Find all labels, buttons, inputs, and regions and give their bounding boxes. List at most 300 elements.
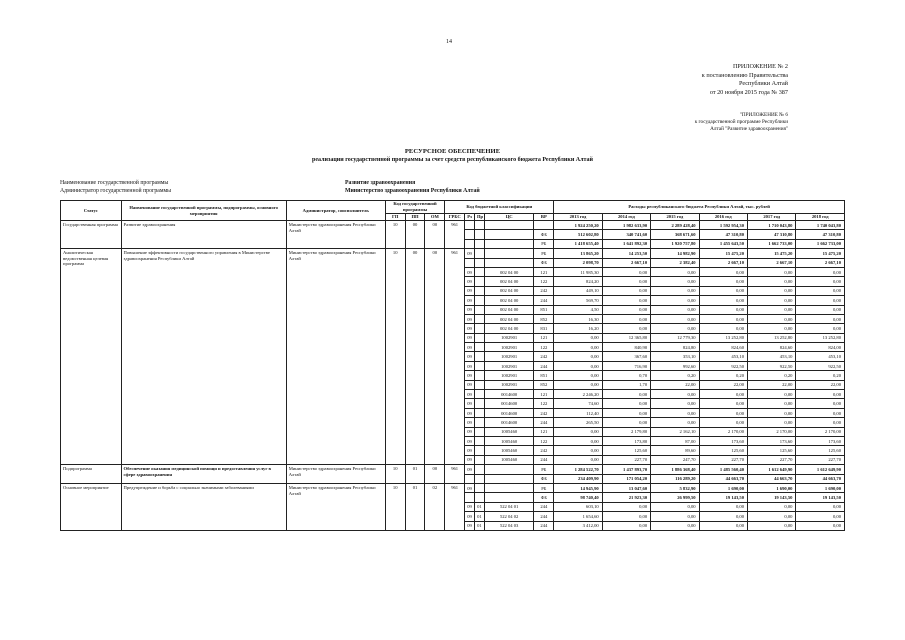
cell-cs [484,239,534,248]
col-expenses: Расходы республиканского бюджета Республики Алтай, тыс. рублей [554,201,845,214]
cell-pr [474,267,484,276]
cell-year-value: 824,20 [554,277,602,286]
cell-rz: 09 [465,249,475,258]
col-gp: ГП [385,214,405,221]
cell-year-value: 2 667,10 [796,258,845,267]
cell-year-value: 13 047,60 [602,483,650,492]
cell-pr [474,324,484,333]
cell-pr [474,221,484,230]
cell-year-value: 0,20 [699,371,747,380]
cell-rz [465,230,475,239]
cell-year-value: 1 612 649,90 [796,465,845,474]
cell-name: Предупреждение и борьба с социально значимыми заболеваниями [121,483,286,530]
cell-year-value: 0,00 [602,305,650,314]
cell-year-value: 125,60 [699,446,747,455]
cell-year-value: 1 710 043,80 [748,221,796,230]
cell-rz: 09 [465,521,475,530]
cell-year-value: 0,00 [796,512,845,521]
cell-status: Основное мероприятие [61,483,122,530]
cell-year-value: 0,00 [554,380,602,389]
cell-year-value: 0,00 [554,455,602,464]
cell-grbs: 961 [445,221,465,249]
cell-gp: 10 [385,483,405,530]
col-vr: ВР [534,214,554,221]
table-row [61,465,845,474]
cell-year-value: 2 179,80 [602,427,650,436]
table-row [61,249,845,258]
cell-year-value: 1 641 892,30 [602,239,650,248]
cell-om: 00 [425,221,445,249]
cell-cs: 522 04 03 [484,521,534,530]
cell-year-value: 512 602,80 [554,230,602,239]
cell-year-value: 603,10 [554,502,602,511]
cell-year-value: 125,60 [748,446,796,455]
cell-rz: 09 [465,427,475,436]
cell-year-value: 5 832,90 [651,483,699,492]
cell-administrator: Министерство здравоохранения Республики Алтай [286,465,385,484]
cell-cs [484,230,534,239]
cell-year-value: 0,00 [554,446,602,455]
cell-vr: 244 [534,296,554,305]
cell-year-value: 173,60 [796,436,845,445]
cell-year-value: 353,10 [651,352,699,361]
cell-vr: 242 [534,352,554,361]
cell-year-value: 227,70 [796,455,845,464]
cell-year-value: 0,00 [699,408,747,417]
cell-year-value: 1 485 560,40 [699,465,747,474]
cell-year-value: 44 663,70 [699,474,747,483]
cell-year-value: 0,00 [748,390,796,399]
cell-year-value: 125,60 [602,446,650,455]
cell-year-value: 0,00 [651,314,699,323]
cell-year-value: 2 170,00 [699,427,747,436]
col-year-2015: 2015 год [651,214,699,221]
cell-vr: 242 [534,286,554,295]
cell-year-value: 0,00 [748,324,796,333]
cell-cs [484,474,534,483]
cell-cs: 1002901 [484,361,534,370]
cell-rz: 09 [465,333,475,342]
cell-year-value: 227,70 [699,455,747,464]
cell-year-value: 0,00 [554,352,602,361]
cell-year-value: 0,20 [748,371,796,380]
appendix-title: ПРИЛОЖЕНИЕ № 2 [732,63,788,70]
cell-year-value: 98 740,40 [554,493,602,502]
cell-cs: 002 04 00 [484,277,534,286]
cell-year-value: 0,00 [602,399,650,408]
cell-cs: 1002901 [484,333,534,342]
col-program-code: Код государственной программы [385,201,444,214]
cell-year-value: 0,00 [602,502,650,511]
cell-pr [474,352,484,361]
cell-rz: 09 [465,399,475,408]
cell-cs [484,465,534,474]
cell-year-value: 0,00 [651,399,699,408]
cell-year-value: 0,00 [748,418,796,427]
col-year-2016: 2016 год [699,214,747,221]
cell-year-value: 0,00 [796,390,845,399]
cell-pr [474,258,484,267]
cell-rz: 09 [465,314,475,323]
cell-pr [474,408,484,417]
cell-year-value: 173,60 [699,436,747,445]
cell-year-value: 0,00 [651,418,699,427]
cell-vr: ФБ [534,493,554,502]
program-name-value: Развитие здравоохранения [345,180,416,186]
cell-pr [474,483,484,492]
cell-cs: 1005460 [484,436,534,445]
col-name: Наименование государственной программы, подпрограммы, основного мероприятия [121,201,286,221]
cell-year-value: 367,60 [602,352,650,361]
cell-year-value: 22,00 [651,380,699,389]
cell-vr: 242 [534,446,554,455]
cell-cs [484,258,534,267]
cell-year-value: 0,00 [796,418,845,427]
cell-om: 00 [425,249,445,465]
cell-year-value: 0,00 [699,418,747,427]
cell-year-value: 14 945,90 [554,483,602,492]
cell-cs: 002 04 00 [484,286,534,295]
cell-vr [534,221,554,230]
cell-rz: 09 [465,436,475,445]
cell-vr: РБ [534,465,554,474]
cell-year-value: 0,00 [651,324,699,333]
col-year-2018: 2018 год [796,214,845,221]
cell-vr: 244 [534,502,554,511]
cell-om: 00 [425,465,445,484]
cell-pr [474,361,484,370]
cell-year-value: 1 612 649,90 [748,465,796,474]
col-pr: Пр [474,214,484,221]
cell-year-value: 0,20 [651,371,699,380]
cell-cs: 002 04 00 [484,305,534,314]
cell-year-value: 1 924 250,20 [554,221,602,230]
cell-year-value: 824,80 [651,343,699,352]
cell-year-value: 0,00 [796,305,845,314]
col-rz: Рз [465,214,475,221]
cell-year-value: 0,00 [554,333,602,342]
cell-vr: 831 [534,324,554,333]
cell-rz: 09 [465,324,475,333]
cell-year-value: 0,00 [602,286,650,295]
cell-cs: 1002901 [484,352,534,361]
page-number: 14 [446,39,452,45]
cell-year-value: 15 475,20 [796,249,845,258]
cell-year-value: 0,00 [796,286,845,295]
col-om: ОМ [425,214,445,221]
cell-year-value: 1 690,00 [748,483,796,492]
cell-year-value: 716,90 [602,361,650,370]
cell-year-value: 2 162,10 [651,427,699,436]
cell-year-value: 0,00 [651,408,699,417]
cell-vr: 122 [534,277,554,286]
cell-year-value: 1 982 633,90 [602,221,650,230]
cell-pr [474,493,484,502]
cell-year-value: 19 143,50 [699,493,747,502]
cell-year-value: 0,00 [748,502,796,511]
cell-year-value: 0,00 [699,296,747,305]
cell-administrator: Министерство здравоохранения Республики Алтай [286,249,385,465]
cell-vr: 851 [534,371,554,380]
cell-year-value: 13 252,80 [796,333,845,342]
cell-rz: 09 [465,446,475,455]
cell-year-value: 0,00 [554,427,602,436]
cell-year-value: 0,00 [748,314,796,323]
cell-year-value: 2 246,20 [554,390,602,399]
cell-year-value: 2 170,00 [748,427,796,436]
cell-year-value: 0,00 [602,267,650,276]
cell-pr [474,390,484,399]
cell-year-value: 0,00 [554,436,602,445]
cell-pr [474,249,484,258]
cell-pp: 01 [405,465,425,484]
appendix-line-2: Республики Алтай [739,80,788,87]
cell-rz: 09 [465,305,475,314]
cell-year-value: 1 662 733,00 [748,239,796,248]
cell-year-value: 0,00 [748,267,796,276]
cell-year-value: 0,00 [554,371,602,380]
cell-year-value: 173,60 [748,436,796,445]
cell-pr [474,418,484,427]
cell-year-value: 368 671,60 [651,230,699,239]
cell-year-value: 112,40 [554,408,602,417]
cell-year-value: 0,00 [699,267,747,276]
cell-year-value: 0,00 [699,521,747,530]
document-subtitle: реализации государственной программы за счет средств республиканского бюджета Республики Алтай [312,157,593,163]
cell-pr [474,399,484,408]
cell-year-value: 171 054,20 [602,474,650,483]
cell-gp: 10 [385,221,405,249]
appendix-6-header [568,112,788,133]
cell-year-value: 89,60 [651,446,699,455]
cell-year-value: 16,20 [554,324,602,333]
cell-cs: 002 04 00 [484,324,534,333]
cell-year-value: 0,20 [796,371,845,380]
cell-pr [474,230,484,239]
cell-year-value: 227,70 [748,455,796,464]
cell-name: Повышение эффективности государственного управления в Министерстве здравоохранения Республики Алтай [121,249,286,465]
cell-year-value: 15 475,20 [699,249,747,258]
col-year-2013: 2013 год [554,214,602,221]
cell-year-value: 0,00 [699,502,747,511]
cell-year-value: 0,00 [602,521,650,530]
cell-pr: 01 [474,512,484,521]
cell-year-value: 0,00 [651,502,699,511]
cell-year-value: 1 455 643,50 [699,239,747,248]
cell-year-value: 0,00 [796,267,845,276]
cell-year-value: 0,00 [651,521,699,530]
cell-year-value: 0,00 [602,390,650,399]
cell-rz: 09 [465,390,475,399]
cell-rz: 09 [465,418,475,427]
cell-cs: 1005460 [484,446,534,455]
cell-year-value: 22,00 [748,380,796,389]
cell-rz: 09 [465,277,475,286]
appendix-6-line-1: к государственной программе Республики [694,119,788,125]
cell-year-value: 0,00 [796,399,845,408]
cell-year-value: 0,00 [554,361,602,370]
cell-vr: 244 [534,521,554,530]
cell-year-value: 11 985,30 [554,267,602,276]
cell-year-value: 2 667,10 [748,258,796,267]
table-header-row-1 [61,201,845,214]
cell-year-value: 1 418 655,40 [554,239,602,248]
cell-year-value: 2 098,70 [554,258,602,267]
col-cs: ЦС [484,214,534,221]
cell-year-value: 0,00 [699,324,747,333]
cell-year-value: 1 437 893,70 [602,465,650,474]
cell-pp: 01 [405,483,425,530]
cell-year-value: 0,00 [651,305,699,314]
cell-rz: 09 [465,267,475,276]
cell-pr [474,371,484,380]
cell-cs: 0014600 [484,408,534,417]
cell-name: Обеспечение оказания медицинской помощи и предоставления услуг в сфере здравоохранения [121,465,286,484]
cell-year-value: 13 252,80 [748,333,796,342]
cell-rz [465,221,475,230]
cell-cs [484,483,534,492]
cell-year-value: 0,00 [699,277,747,286]
cell-pr [474,455,484,464]
cell-year-value: 922,50 [699,361,747,370]
cell-year-value: 1 886 368,40 [651,465,699,474]
cell-rz [465,258,475,267]
cell-year-value: 0,00 [748,296,796,305]
cell-year-value: 12 365,80 [602,333,650,342]
cell-year-value: 1 592 954,30 [699,221,747,230]
cell-cs: 1002901 [484,343,534,352]
cell-rz: 09 [465,483,475,492]
cell-year-value: 992,60 [651,361,699,370]
cell-pp: 00 [405,221,425,249]
cell-year-value: 0,00 [748,305,796,314]
cell-vr: ФБ [534,258,554,267]
table-row [61,221,845,230]
cell-year-value: 4,50 [554,305,602,314]
cell-pr [474,333,484,342]
cell-vr: 244 [534,361,554,370]
cell-rz: 09 [465,408,475,417]
col-year-2017: 2017 год [748,214,796,221]
cell-year-value: 0,00 [554,343,602,352]
cell-pr [474,465,484,474]
cell-year-value: 1 740 043,80 [796,221,845,230]
cell-year-value: 0,00 [796,277,845,286]
cell-rz: 09 [465,352,475,361]
cell-year-value: 0,00 [651,390,699,399]
cell-cs [484,249,534,258]
cell-pr [474,314,484,323]
cell-vr: 121 [534,427,554,436]
appendix-line-3: от 20 ноября 2015 года № 387 [709,88,788,96]
cell-year-value: 569,70 [554,296,602,305]
cell-year-value: 0,00 [602,324,650,333]
cell-year-value: 1 690,00 [699,483,747,492]
cell-year-value: 21 923,30 [602,493,650,502]
cell-cs: 002 04 00 [484,296,534,305]
cell-cs: 1002901 [484,380,534,389]
cell-vr: РБ [534,239,554,248]
cell-year-value: 0,00 [796,408,845,417]
table-body [61,221,845,531]
cell-pr [474,474,484,483]
cell-rz [465,474,475,483]
cell-year-value: 0,00 [796,521,845,530]
cell-year-value: 1,70 [602,380,650,389]
cell-cs [484,493,534,502]
cell-administrator: Министерство здравоохранения Республики Алтай [286,221,385,249]
cell-grbs: 961 [445,465,465,484]
cell-vr: 121 [534,390,554,399]
cell-year-value: 0,00 [602,512,650,521]
cell-year-value: 1 690,00 [796,483,845,492]
cell-year-value: 0,00 [748,399,796,408]
cell-cs: 002 04 00 [484,314,534,323]
cell-year-value: 922,50 [796,361,845,370]
cell-status: Подпрограмма [61,465,122,484]
cell-rz: 09 [465,343,475,352]
document-title: РЕСУРСНОЕ ОБЕСПЕЧЕНИЕ [404,148,501,155]
cell-vr: 244 [534,455,554,464]
appendix-6-line-2: Алтай "Развитие здравоохранения" [710,126,788,132]
cell-year-value: 0,00 [699,314,747,323]
cell-year-value: 26 999,50 [651,493,699,502]
table-row [61,483,845,492]
cell-vr: 244 [534,418,554,427]
cell-cs: 522 04 01 [484,502,534,511]
cell-pr [474,380,484,389]
cell-cs: 0014600 [484,418,534,427]
cell-year-value: 47 310,80 [796,230,845,239]
cell-vr: 122 [534,436,554,445]
col-administrator: Администратор, соисполнитель [286,201,385,221]
cell-pr [474,239,484,248]
meta-labels [60,180,171,195]
cell-vr: 242 [534,408,554,417]
cell-pr [474,296,484,305]
administrator-label: Администратор государственной программы [60,187,172,194]
cell-year-value: 22,00 [796,380,845,389]
cell-pr: 01 [474,521,484,530]
cell-gp: 10 [385,249,405,465]
cell-year-value: 1 284 522,70 [554,465,602,474]
cell-year-value: 824,00 [796,343,845,352]
cell-cs: 522 04 02 [484,512,534,521]
cell-year-value: 2 170,00 [796,427,845,436]
cell-pr [474,436,484,445]
cell-year-value: 87,00 [651,436,699,445]
cell-year-value: 0,00 [748,286,796,295]
cell-om: 02 [425,483,445,530]
cell-year-value: 2 382,40 [651,258,699,267]
col-status: Статус [61,201,122,221]
cell-year-value: 19 143,50 [748,493,796,502]
cell-year-value: 0,00 [651,296,699,305]
cell-vr: 121 [534,267,554,276]
cell-name: Развитие здравоохранения [121,221,286,249]
cell-year-value: 340 741,60 [602,230,650,239]
cell-cs: 1005460 [484,427,534,436]
cell-year-value: 1 654,60 [554,512,602,521]
cell-rz: 09 [465,465,475,474]
cell-cs: 0014600 [484,399,534,408]
cell-cs: 002 04 00 [484,267,534,276]
cell-year-value: 0,00 [651,267,699,276]
cell-pr [474,343,484,352]
cell-rz: 09 [465,371,475,380]
cell-year-value: 14 982,90 [651,249,699,258]
cell-year-value: 2 667,10 [602,258,650,267]
